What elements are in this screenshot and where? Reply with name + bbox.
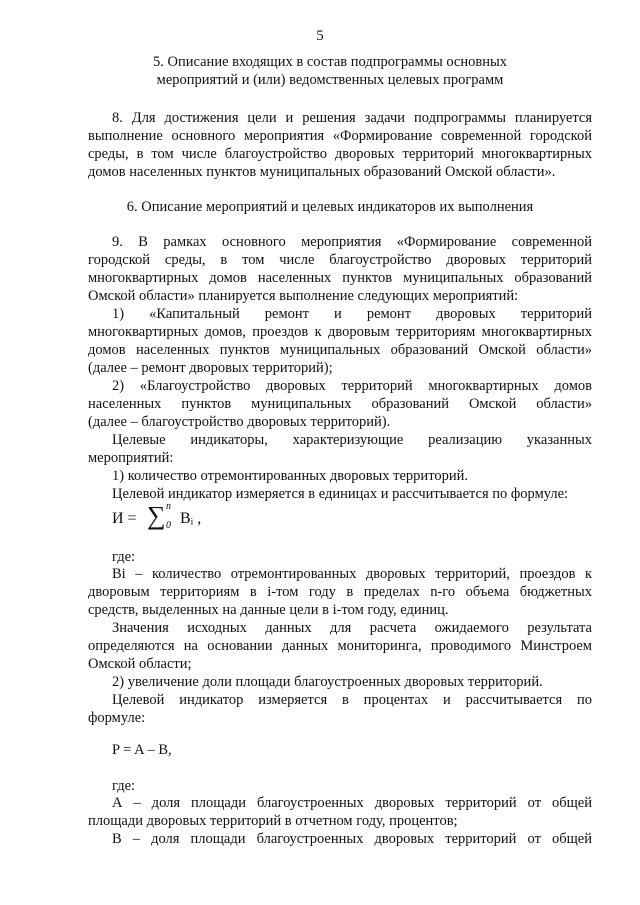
paragraph-line: А – доля площади благоустроенных дворовых территорий от общей xyxy=(112,795,592,811)
paragraph-line: Значения исходных данных для расчета ожидаемого результата xyxy=(112,620,592,636)
paragraph-line: (далее – благоустройство дворовых территорий). xyxy=(88,414,391,430)
paragraph-line: 2) «Благоустройство дворовых территорий многоквартирных домов xyxy=(112,378,592,394)
paragraph-line: Омской области; xyxy=(88,656,192,672)
paragraph-line: городской среды, в том числе благоустройство дворовых территорий xyxy=(88,252,592,268)
paragraph-line: Целевой индикатор измеряется в единицах и рассчитывается по формуле: xyxy=(112,486,569,502)
paragraph-line: 1) количество отремонтированных дворовых территорий. xyxy=(112,468,468,484)
section-5-title-line-1: 5. Описание входящих в состав подпрограммы основных xyxy=(153,54,507,70)
section-5-title-line-2: мероприятий и (или) ведомственных целевых программ xyxy=(156,72,504,88)
paragraph-line: В – доля площади благоустроенных дворовых территорий от общей xyxy=(112,831,592,847)
paragraph-line: формуле: xyxy=(88,710,146,726)
paragraph-line: многоквартирных домов, проездов к дворовым территориям многоквартирных xyxy=(88,324,592,340)
formula-difference: P = A – B, xyxy=(112,742,172,758)
paragraph-line: многоквартирных домов населенных пунктов муниципальных образований xyxy=(88,270,592,286)
paragraph-line: Целевые индикаторы, характеризующие реализацию указанных xyxy=(112,432,592,448)
formula-lhs: И = xyxy=(112,510,137,527)
paragraph-line: 1) «Капитальный ремонт и ремонт дворовых территорий xyxy=(112,306,592,322)
sum-symbol: ∑ xyxy=(147,501,166,530)
paragraph-line: домов населенных пунктов муниципальных образований Омской области» xyxy=(88,342,592,358)
paragraph-line: дворовым территориям в i-том году в пределах n-го объема бюджетных xyxy=(88,584,592,600)
paragraph-line: определяются на основании данных мониторинга, проводимого Минстроем xyxy=(88,638,592,654)
paragraph-line: Омской области» планируется выполнение следующих мероприятий: xyxy=(88,288,519,304)
paragraph-line: Целевой индикатор измеряется в процентах и рассчитывается по xyxy=(112,692,592,708)
paragraph-line: среды, в том числе благоустройство дворовых территорий многоквартирных xyxy=(88,146,592,162)
paragraph-line: Bi – количество отремонтированных дворовых территорий, проездов к xyxy=(112,566,592,582)
sum-term: Bᵢ , xyxy=(180,510,202,527)
page-number: 5 xyxy=(316,28,324,44)
paragraph-line: мероприятий: xyxy=(88,450,174,466)
sum-upper-limit: n xyxy=(166,501,171,512)
paragraph-line: средств, выделенных на данные цели в i-том году, единиц. xyxy=(88,602,449,618)
paragraph-line: домов населенных пунктов муниципальных образований Омской области». xyxy=(88,164,556,180)
where-label: где: xyxy=(112,778,136,794)
sum-lower-limit: 0 xyxy=(166,520,171,531)
paragraph-line: 2) увеличение доли площади благоустроенных дворовых территорий. xyxy=(112,674,543,690)
paragraph-line: площади дворовых территорий в отчетном году, процентов; xyxy=(88,813,458,829)
paragraph-line: выполнение основного мероприятия «Формирование современной городской xyxy=(88,128,592,144)
section-6-title: 6. Описание мероприятий и целевых индикаторов их выполнения xyxy=(126,199,534,215)
paragraph-line: 8. Для достижения цели и решения задачи подпрограммы планируется xyxy=(112,110,592,126)
paragraph-line: 9. В рамках основного мероприятия «Формирование современной xyxy=(112,234,592,250)
paragraph-line: (далее – ремонт дворовых территорий); xyxy=(88,360,333,376)
paragraph-line: населенных пунктов муниципальных образований Омской области» xyxy=(88,396,592,412)
where-label: где: xyxy=(112,549,136,565)
